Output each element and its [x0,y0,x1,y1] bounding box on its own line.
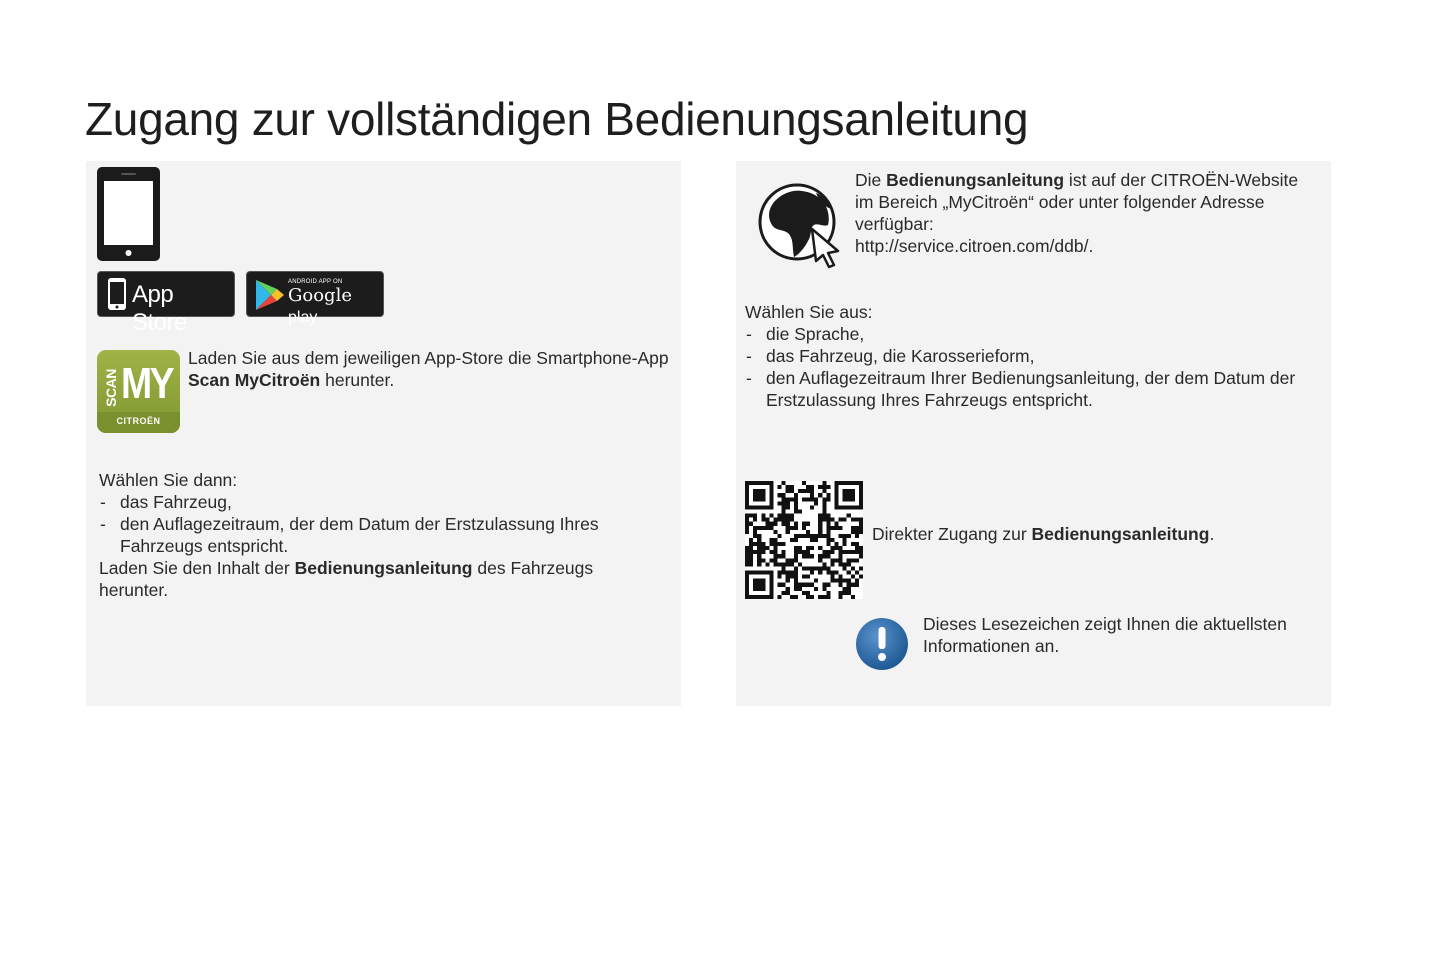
download-text-part2: des Fahrzeugs herunter. [99,558,594,600]
website-url[interactable]: http://service.citroen.com/ddb/. [855,236,1094,256]
google-play-label [288,285,383,327]
app-store-label: App Store [132,281,187,336]
google-play-small-label: ANDROID APP ON [288,279,343,285]
app-store-badge[interactable] [97,271,235,336]
website-panel [736,161,1331,706]
qr-text-part2: . [1209,524,1215,544]
list-item: - das Fahrzeug, [99,491,649,513]
right-choose-list [745,323,1315,411]
app-panel [86,161,681,706]
apple-device-icon [107,278,127,310]
play-word: play [288,309,318,326]
google-word: Google [288,285,352,306]
globe-cursor-icon [758,183,848,273]
list-item: - den Auflagezeitraum Ihrer Bedienungsanleitung, der dem Datum der Erstzulassung Ihres Fahrzeugs entspricht. [745,367,1315,411]
qr-caption [872,523,1312,545]
list-item: - die Sprache, [745,323,1315,345]
right-choose-section [745,301,1315,411]
intro-app-name: Scan MyCitroën [188,370,321,390]
left-choose-section [99,469,649,601]
qr-text-bold: Bedienungsanleitung [1031,524,1210,544]
info-icon [855,617,909,671]
intro-text-part2: herunter. [320,370,395,390]
list-item: - den Auflagezeitraum, der dem Datum der Erstzulassung Ihres Fahrzeugs entspricht. [99,513,649,557]
left-choose-list [99,491,649,557]
page-title: Zugang zur vollständigen Bedienungsanleitung [85,93,1029,145]
download-text-part1: Laden Sie den Inhalt der [99,558,295,578]
logo-my-text: MY [121,359,172,408]
qr-text-part1: Direkter Zugang zur [872,524,1032,544]
download-instruction [99,557,649,601]
google-play-icon [256,280,284,310]
qr-code[interactable] [745,481,863,599]
list-item: - das Fahrzeug, die Karosserieform, [745,345,1315,367]
download-text-bold: Bedienungsanleitung [294,558,473,578]
app-intro-text [188,347,673,391]
logo-brand-text: CITROËN [116,416,161,426]
smartphone-icon [97,167,160,261]
website-text-bold: Bedienungsanleitung [886,170,1065,190]
right-choose-heading: Wählen Sie aus: [745,302,873,322]
website-text-part1: Die [855,170,887,190]
scan-mycitroen-logo [97,350,180,433]
left-choose-heading: Wählen Sie dann: [99,470,238,490]
website-info-text [855,169,1315,257]
google-play-badge[interactable] [246,271,384,326]
bookmark-note: Dieses Lesezeichen zeigt Ihnen die aktuellsten Informationen an. [923,614,1287,656]
intro-text-part1: Laden Sie aus dem jeweiligen App-Store die Smartphone-App [188,348,669,368]
website-text-part2: ist auf der CITROËN-Website im Bereich „MyCitroën“ oder unter folgender Adresse verfügbar: [855,170,1299,234]
logo-scan-text: SCAN [102,369,119,407]
